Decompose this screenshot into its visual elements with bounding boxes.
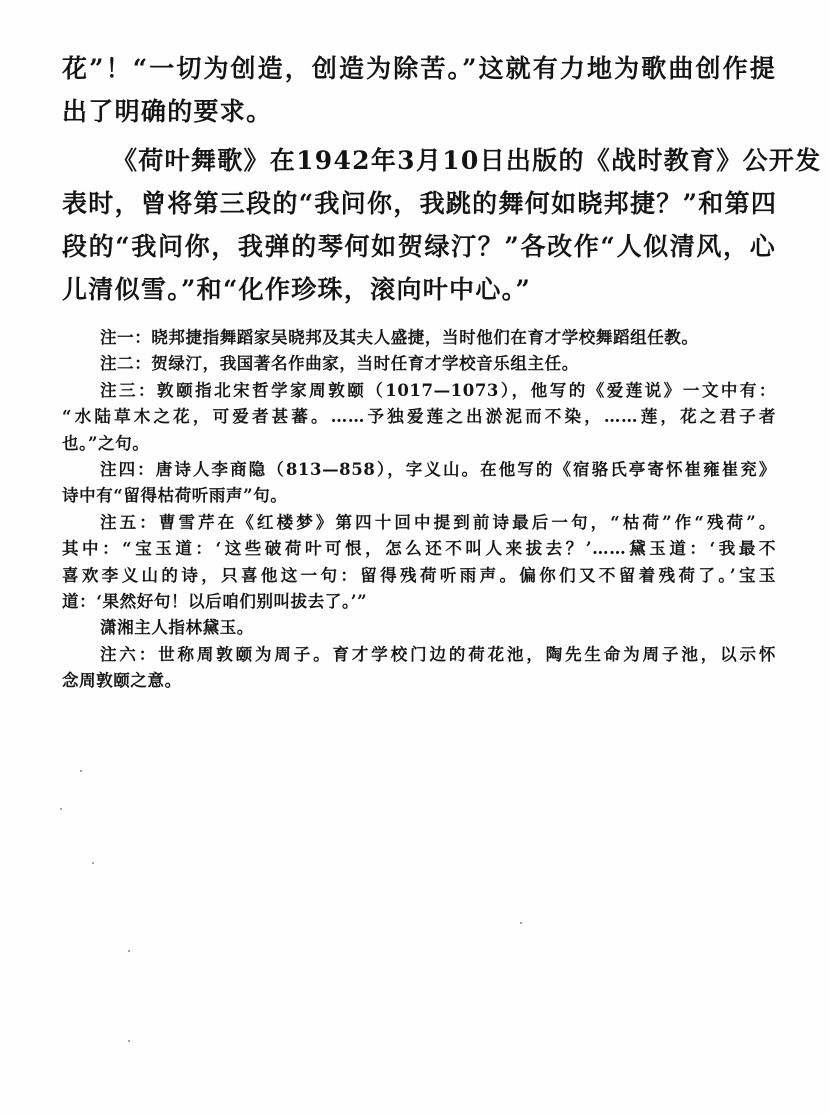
text-line: 出了明确的要求。 [62,97,273,126]
footnote-line: 注一：晓邦捷指舞蹈家吴晓邦及其夫人盛捷，当时他们在育才学校舞蹈组任教。 [100,328,699,347]
footnote-5 [62,510,776,642]
footnote-line: 诗中有“留得枯荷听雨声”句。 [62,486,288,506]
scan-speck [60,808,62,810]
scan-speck [92,862,94,864]
footnote-2 [62,351,776,377]
footnote-line: 注三：敦颐指北宋哲学家周敦颐（1017—1073），他写的《爱莲说》一文中有： [100,380,776,400]
footnote-line: 注六：世称周敦颐为周子。育才学校门边的荷花池，陶先生命为周子池，以示怀 [100,644,776,664]
footnote-line: 注二：贺绿汀，我国著名作曲家，当时任育才学校音乐组主任。 [100,354,579,374]
footnote-4 [62,457,776,510]
scan-speck [128,950,130,952]
text-line: 花”！“一切为创造，创造为除苦。”这就有力地为歌曲创作提 [62,54,776,83]
main-text [62,47,822,311]
footnote-line: 道：‘果然好句！以后咱们别叫拔去了。’” [62,591,368,611]
footnote-line: 其中：“宝玉道：‘这些破荷叶可恨，怎么还不叫人来拔去？’……黛玉道：‘我最不 [62,539,776,559]
text-line: 儿清似雪。”和“化作珍珠，滚向叶中心。” [62,275,532,304]
footnotes [62,325,776,694]
text-line: 段的“我问你，我弹的琴何如贺绿汀？”各改作“人似清风，心 [62,232,776,261]
scan-speck [520,922,522,924]
footnote-1 [62,325,776,351]
footnote-6 [62,642,776,695]
scan-speck [80,770,82,772]
footnote-line: 注五：曹雪芹在《红楼梦》第四十回中提到前诗最后一句，“枯荷”作“残荷”。 [100,512,777,532]
text-line: 《荷叶舞歌》在1942年3月10日出版的《战时教育》公开发 [112,146,822,175]
footnote-line: 喜欢李义山的诗，只喜他这一句：留得残荷听雨声。偏你们又不留着残荷了。’宝玉 [62,565,776,585]
text-line: 表时，曾将第三段的“我问你，我跳的舞何如晓邦捷？”和第四 [62,189,778,218]
footnote-line: 也。”之句。 [62,433,150,453]
footnote-line: “水陆草木之花，可爱者甚蕃。……予独爱莲之出淤泥而不染，……莲，花之君子者 [62,407,776,427]
footnote-line: 潇湘主人指林黛玉。 [100,618,254,638]
footnote-line: 注四：唐诗人李商隐（813—858），字义山。在他写的《宿骆氏亭寄怀崔雍崔兖》 [100,459,776,479]
footnote-line: 念周敦颐之意。 [62,671,182,691]
scan-speck [128,1040,130,1042]
footnote-3 [62,378,776,457]
